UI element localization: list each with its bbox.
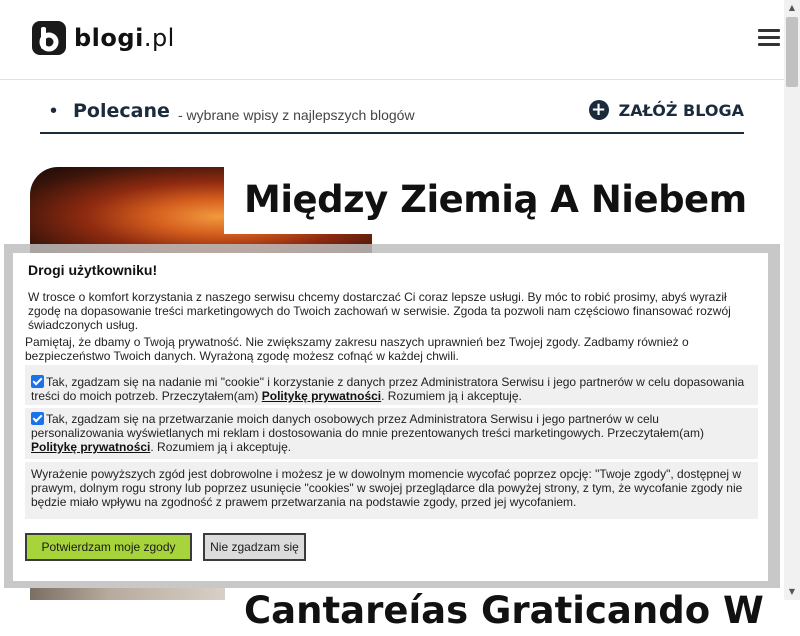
scroll-thumb[interactable]: [786, 17, 798, 87]
post-thumbnail-2[interactable]: [30, 588, 225, 600]
consent-notice-box: [25, 462, 758, 519]
privacy-policy-link-2[interactable]: Politykę prywatności: [31, 440, 151, 454]
create-blog-label: ZAŁÓŻ BLOGA: [618, 100, 744, 120]
plus-circle-icon: +: [589, 100, 609, 120]
hamburger-icon[interactable]: [758, 29, 780, 49]
consent-title: Drogi użytkowniku!: [28, 262, 158, 278]
personal-data-consent-text-end: . Rozumiem ją i akceptuję.: [150, 440, 292, 454]
page-scrollbar[interactable]: [784, 0, 800, 600]
section-title[interactable]: Polecane: [73, 100, 170, 122]
consent-option-personal-data: [25, 408, 758, 459]
section-subtitle: - wybrane wpisy z najlepszych blogów: [178, 107, 415, 123]
accept-consents-button[interactable]: Potwierdzam moje zgody: [25, 533, 192, 561]
consent-intro-text: W trosce o komfort korzystania z naszego serwisu chcemy dostarczać Ci coraz lepsze usługi. By móc to robić prosimy, abyś wyraził zgodę na dopasowanie treści marketingowych do Twoich zachowań w serwisie. Zgoda ta pozwoli nam częściowo finansować rozwój świadczonych usług.: [28, 290, 731, 332]
logo-text-bold: blogi: [74, 24, 144, 52]
consent-option-cookies: [25, 365, 758, 405]
cookies-consent-text: Tak, zgadzam się na nadanie mi "cookie" i korzystanie z danych przez Administratora Serwisu i jego partnerów w celu dopasowania treści do moich potrzeb. Przeczytałem(am): [31, 375, 745, 403]
create-blog-button[interactable]: [589, 100, 744, 120]
logo-icon: [32, 21, 66, 55]
personal-data-consent-label: [31, 412, 753, 454]
logo-text-suffix: .pl: [143, 24, 175, 52]
decline-consents-button[interactable]: Nie zgadzam się: [203, 533, 306, 561]
post-title[interactable]: Między Ziemią A Niebem: [244, 178, 747, 221]
logo-text: [74, 24, 175, 52]
privacy-policy-link-1[interactable]: Politykę prywatności: [261, 389, 382, 403]
scroll-down-arrow-icon[interactable]: ▼: [788, 587, 796, 596]
scroll-up-arrow-icon[interactable]: ▲: [788, 3, 796, 12]
section-bullet: •: [50, 100, 58, 122]
site-header: [0, 0, 784, 80]
site-logo[interactable]: [32, 20, 175, 56]
personal-data-consent-text: Tak, zgadzam się na przetwarzanie moich danych osobowych przez Administratora Serwisu i jego partnerów w celu personalizowania wyświetlanych mi reklam i dostosowania do mnie prezentowanych treści marketingowych. Przeczytałem(am): [31, 412, 704, 440]
featured-section-bar: [40, 96, 744, 134]
consent-notice-text: Wyrażenie powyższych zgód jest dobrowolne i możesz je w dowolnym momencie wycofać poprzez opcję: "Twoje zgody", dostępnej w prawym, dolnym rogu strony lub poprzez usunięcie "cookies" w swojej przeglądarce dla powyżej strony, z tym, że wycofanie zgody nie będzie miało wpływu na zgodność z prawem przetwarzania na podstawie zgody, przed jej wycofaniem.: [31, 467, 743, 509]
cookies-consent-text-end: . Rozumiem ją i akceptuję.: [381, 389, 522, 403]
consent-dialog: [13, 253, 768, 581]
consent-privacy-text: Pamiętaj, że dbamy o Twoją prywatność. Nie zwiększamy zakresu naszych uprawnień bez Twojej zgody. Zadbamy również o bezpieczeństwo Twoich danych. Wyrażoną zgodę możesz cofnąć w każdej chwili.: [25, 335, 689, 363]
cookies-consent-label: [31, 375, 753, 403]
post-title-2[interactable]: Cantareías Graticando W: [244, 589, 764, 632]
